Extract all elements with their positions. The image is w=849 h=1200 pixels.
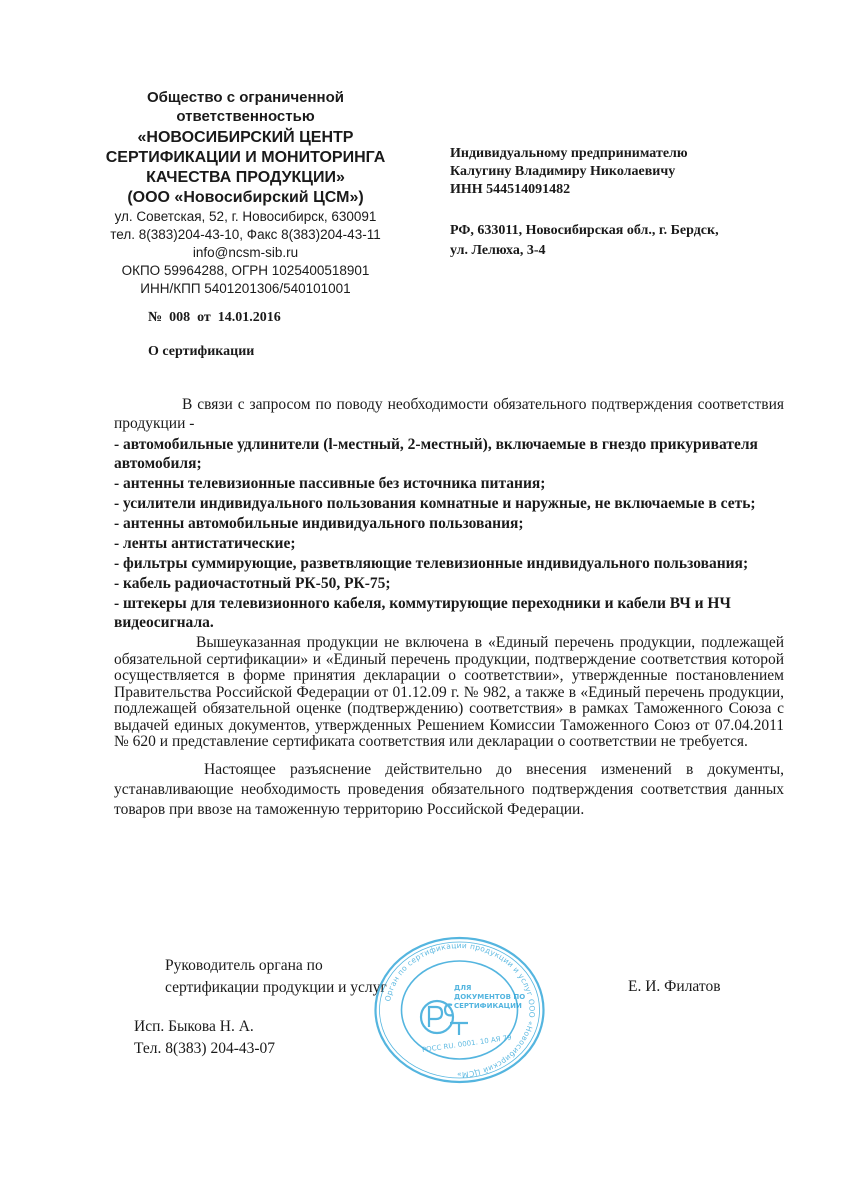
executor-phone: Тел. 8(383) 204-43-07 xyxy=(134,1040,276,1057)
recipient-address-line: ул. Лелюха, 3-4 xyxy=(450,243,546,258)
signer-title-line: Руководитель органа по xyxy=(165,957,323,974)
product-list-item: - ленты антистатические; xyxy=(114,535,296,552)
stamp-center-line: СЕРТИФИКАЦИИ xyxy=(454,1002,522,1010)
recipient-block xyxy=(450,145,780,261)
stamp-ring-text: Орган по сертификации продукции и услуг ООО «Новосибирский ЦСМ» xyxy=(383,940,537,1080)
org-name-line: «НОВОСИБИРСКИЙ ЦЕНТР xyxy=(137,129,354,146)
sender-block xyxy=(88,88,403,298)
certification-stamp xyxy=(372,935,547,1085)
product-list-item: - антенны телевизионные пассивные без источника питания; xyxy=(114,475,546,492)
signer-name: Е. И. Филатов xyxy=(628,978,721,995)
stamp-reg-number: РОСС RU. 0001. 10 АЯ 79 xyxy=(421,1033,513,1055)
recipient-inn: ИНН 544514091482 xyxy=(450,182,571,197)
org-short-name: (ООО «Новосибирский ЦСМ») xyxy=(127,189,364,206)
signer-title-line: сертификации продукции и услуг xyxy=(165,979,387,996)
stamp-center-line: ДОКУМЕНТОВ ПО xyxy=(454,993,526,1001)
org-type-line: ответственностью xyxy=(176,108,315,125)
sender-address: ул. Советская, 52, г. Новосибирск, 630091 xyxy=(114,209,377,224)
product-list-item: - автомобильные удлинители (l-местный, 2-местный), включаемые в гнездо прикуривателя автомобиля; xyxy=(114,436,758,472)
signer-title xyxy=(165,955,387,999)
product-list-item: - кабель радиочастотный РК-50, РК-75; xyxy=(114,575,391,592)
product-list-item: - усилители индивидуального пользования комнатные и наружные, не включаемые в сеть; xyxy=(114,495,756,512)
product-list-item: - штекеры для телевизионного кабеля, коммутирующие переходники и кабели ВЧ и НЧ видеосигнала. xyxy=(114,595,731,631)
recipient-line: Индивидуальному предпринимателю xyxy=(450,146,688,161)
sender-okpo: ОКПО 59964288, ОГРН 1025400518901 xyxy=(121,263,370,278)
stamp-ring xyxy=(376,938,544,1082)
product-list-item: - антенны автомобильные индивидуального пользования; xyxy=(114,515,524,532)
sender-email: info@ncsm-sib.ru xyxy=(192,245,299,260)
letter-subject: О сертификации xyxy=(148,344,255,359)
recipient-address xyxy=(450,221,780,261)
letter-body xyxy=(114,396,784,820)
recipient-address-line: РФ, 633011, Новосибирская обл., г. Бердск, xyxy=(450,223,719,238)
org-name-line: КАЧЕСТВА ПРОДУКЦИИ» xyxy=(146,169,345,186)
body-intro: В связи с запросом по поводу необходимости обязательного подтверждения соответствия продукции - xyxy=(114,396,784,432)
product-list-item: - фильтры суммирующие, разветвляющие телевизионные индивидуального пользования; xyxy=(114,555,749,572)
org-type-line: Общество с ограниченной xyxy=(146,89,345,106)
executor-name: Исп. Быкова Н. А. xyxy=(134,1018,254,1035)
sender-phones: тел. 8(383)204-43-10, Факс 8(383)204-43-11 xyxy=(110,227,381,242)
letter-reference: № 008 от 14.01.2016 xyxy=(148,310,281,325)
body-note: Вышеуказанная продукции не включена в «Единый перечень продукции, подлежащей обязательной сертификации» и «Единый перечень продукции, подтверждение соответствия которой осуществляется в форме принятия декларации о соответствии», утвержденные постановлением Правительства Российской Федерации от 01.12.09 г. № 982, а также в «Единый перечень продукции, подлежащей обязательной оценке (подтверждению) соответствия» в рамках Таможенного Союза с выдачей единых документов, утвержденных Решением Комиссии Таможенного Союз от 07.04.2011 № 620 и представление сертификата соответствия или декларации о соответствии не требуется. xyxy=(114,634,784,750)
sender-inn: ИНН/КПП 5401201306/540101001 xyxy=(140,281,351,296)
product-list xyxy=(114,435,784,632)
recipient-line: Калугину Владимиру Николаевичу xyxy=(450,164,676,179)
org-name-line: СЕРТИФИКАЦИИ И МОНИТОРИНГА xyxy=(105,149,386,166)
stamp-center-line: ДЛЯ xyxy=(454,984,472,992)
executor-block xyxy=(134,1016,275,1060)
body-explanation: Настоящее разъяснение действительно до внесения изменений в документы, устанавливающие необходимость проведения обязательного подтверждения соответствия данных товаров при ввозе на таможенную территорию Российской Федерации. xyxy=(114,760,784,818)
